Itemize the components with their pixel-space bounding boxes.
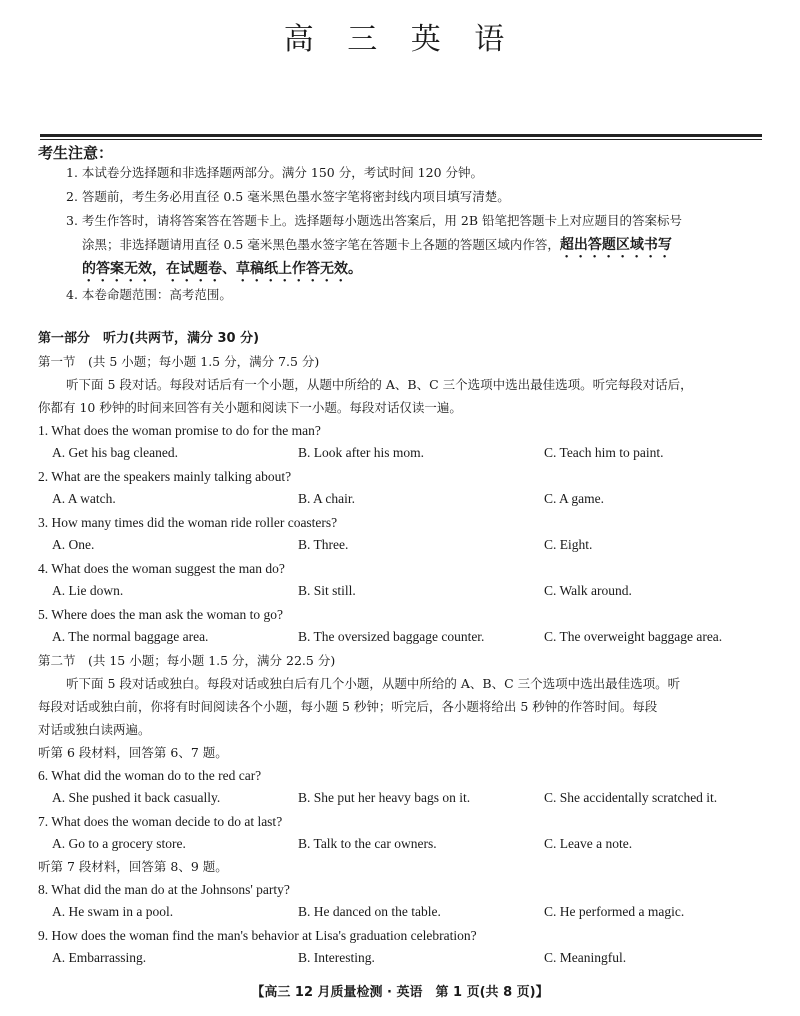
header-rule-thin [40,139,762,140]
question-5-option-b: B. The oversized baggage counter. [298,629,485,644]
notice-item-4: 4. 本卷命题范围：高考范围。 [66,287,232,302]
page-title: 高 三 英 语 [283,22,517,57]
question-7-option-a: A. Go to a grocery store. [52,836,186,851]
question-1-stem: 1. What does the woman promise to do for the man? [38,423,321,438]
notice-heading: 考生注意： [38,144,114,162]
question-8-option-b: B. He danced on the table. [298,904,441,919]
question-7-option-b: B. Talk to the car owners. [298,836,437,851]
question-6-stem: 6. What did the woman do to the red car? [38,768,262,783]
question-3-option-b: B. Three. [298,537,349,552]
section1-instruction-line-2: 你都有 10 秒钟的时间来回答有关小题和阅读下一小题。每段对话仅读一遍。 [38,400,462,415]
question-2-option-a: A. A watch. [52,491,116,506]
part1-heading: 第一部分 听力(共两节，满分 30 分) [38,331,260,346]
question-6-option-a: A. She pushed it back casually. [52,790,221,805]
notice-item-2: 2. 答题前，考生务必用直径 0.5 毫米黑色墨水签字笔将密封线内项目填写清楚。 [66,189,510,204]
question-5-option-a: A. The normal baggage area. [52,629,209,644]
question-5-option-c: C. The overweight baggage area. [544,629,723,644]
question-3-stem: 3. How many times did the woman ride roller coasters? [38,515,338,530]
question-8-option-a: A. He swam in a pool. [52,904,174,919]
notice-item-1: 1. 本试卷分选择题和非选择题两部分。满分 150 分，考试时间 120 分钟。 [66,165,484,180]
question-5-stem: 5. Where does the man ask the woman to go? [38,607,283,622]
section1-instruction-line-1: 听下面 5 段对话。每段对话后有一个小题，从题中所给的 A、B、C 三个选项中选出最佳选项。听完每段对话后， [66,377,693,392]
notice-item-3-emphasis-a: 超出答题区域书写 [559,237,672,253]
question-3-option-c: C. Eight. [544,537,593,552]
notice-item-3-line-1: 3. 考生作答时，请将答案答在答题卡上。选择题每小题选出答案后，用 2B 铅笔把答题卡上对应题目的答案标号 [66,213,682,228]
section2-instruction-line-3: 对话或独白读两遍。 [38,722,151,737]
question-9-option-b: B. Interesting. [298,950,375,965]
question-1-option-a: A. Get his bag cleaned. [52,445,178,460]
question-8-option-c: C. He performed a magic. [544,904,685,919]
question-2-option-c: C. A game. [544,491,604,506]
material-6-note: 听第 6 段材料，回答第 6、7 题。 [38,745,228,760]
question-4-stem: 4. What does the woman suggest the man do? [38,561,285,576]
question-6-option-c: C. She accidentally scratched it. [544,790,718,805]
question-9-stem: 9. How does the woman find the man's behavior at Lisa's graduation celebration? [38,928,477,943]
question-4-option-c: C. Walk around. [544,583,632,598]
material-7-note: 听第 7 段材料，回答第 8、9 题。 [38,859,228,874]
section1-heading: 第一节 (共 5 小题；每小题 1.5 分，满分 7.5 分) [38,354,320,369]
header-rule-thick [40,134,762,137]
section2-instruction-line-2: 每段对话或独白前，你将有时间阅读各个小题，每小题 5 秒钟；听完后，各小题将给出 5 秒钟的作答时间。每段 [38,699,658,714]
notice-item-3-line-2-text: 涂黑；非选择题请用直径 0.5 毫米黑色墨水签字笔在答题卡上各题的答题区域内作答， [82,237,560,252]
question-3-option-a: A. One. [52,537,95,552]
question-4-option-a: A. Lie down. [52,583,124,598]
section2-heading: 第二节 (共 15 小题；每小题 1.5 分，满分 22.5 分) [38,653,336,668]
notice-item-3-line-2 [82,236,672,261]
notice-item-3-emphasis-b: 的答案无效，在试题卷、草稿纸上作答无效。 [82,261,362,277]
question-2-option-b: B. A chair. [298,491,355,506]
question-1-option-b: B. Look after his mom. [298,445,424,460]
question-4-option-b: B. Sit still. [298,583,356,598]
question-2-stem: 2. What are the speakers mainly talking about? [38,469,292,484]
question-7-stem: 7. What does the woman decide to do at last? [38,814,283,829]
page-footer: 【高三 12 月质量检测 · 英语 第 1 页(共 8 页)】 [251,985,549,1000]
question-9-option-c: C. Meaningful. [544,950,627,965]
question-1-option-c: C. Teach him to paint. [544,445,664,460]
question-9-option-a: A. Embarrassing. [52,950,147,965]
question-6-option-b: B. She put her heavy bags on it. [298,790,471,805]
section2-instruction-line-1: 听下面 5 段对话或独白。每段对话或独白后有几个小题，从题中所给的 A、B、C 三个选项中选出最佳选项。听 [66,676,681,691]
question-7-option-c: C. Leave a note. [544,836,633,851]
question-8-stem: 8. What did the man do at the Johnsons' party? [38,882,290,897]
